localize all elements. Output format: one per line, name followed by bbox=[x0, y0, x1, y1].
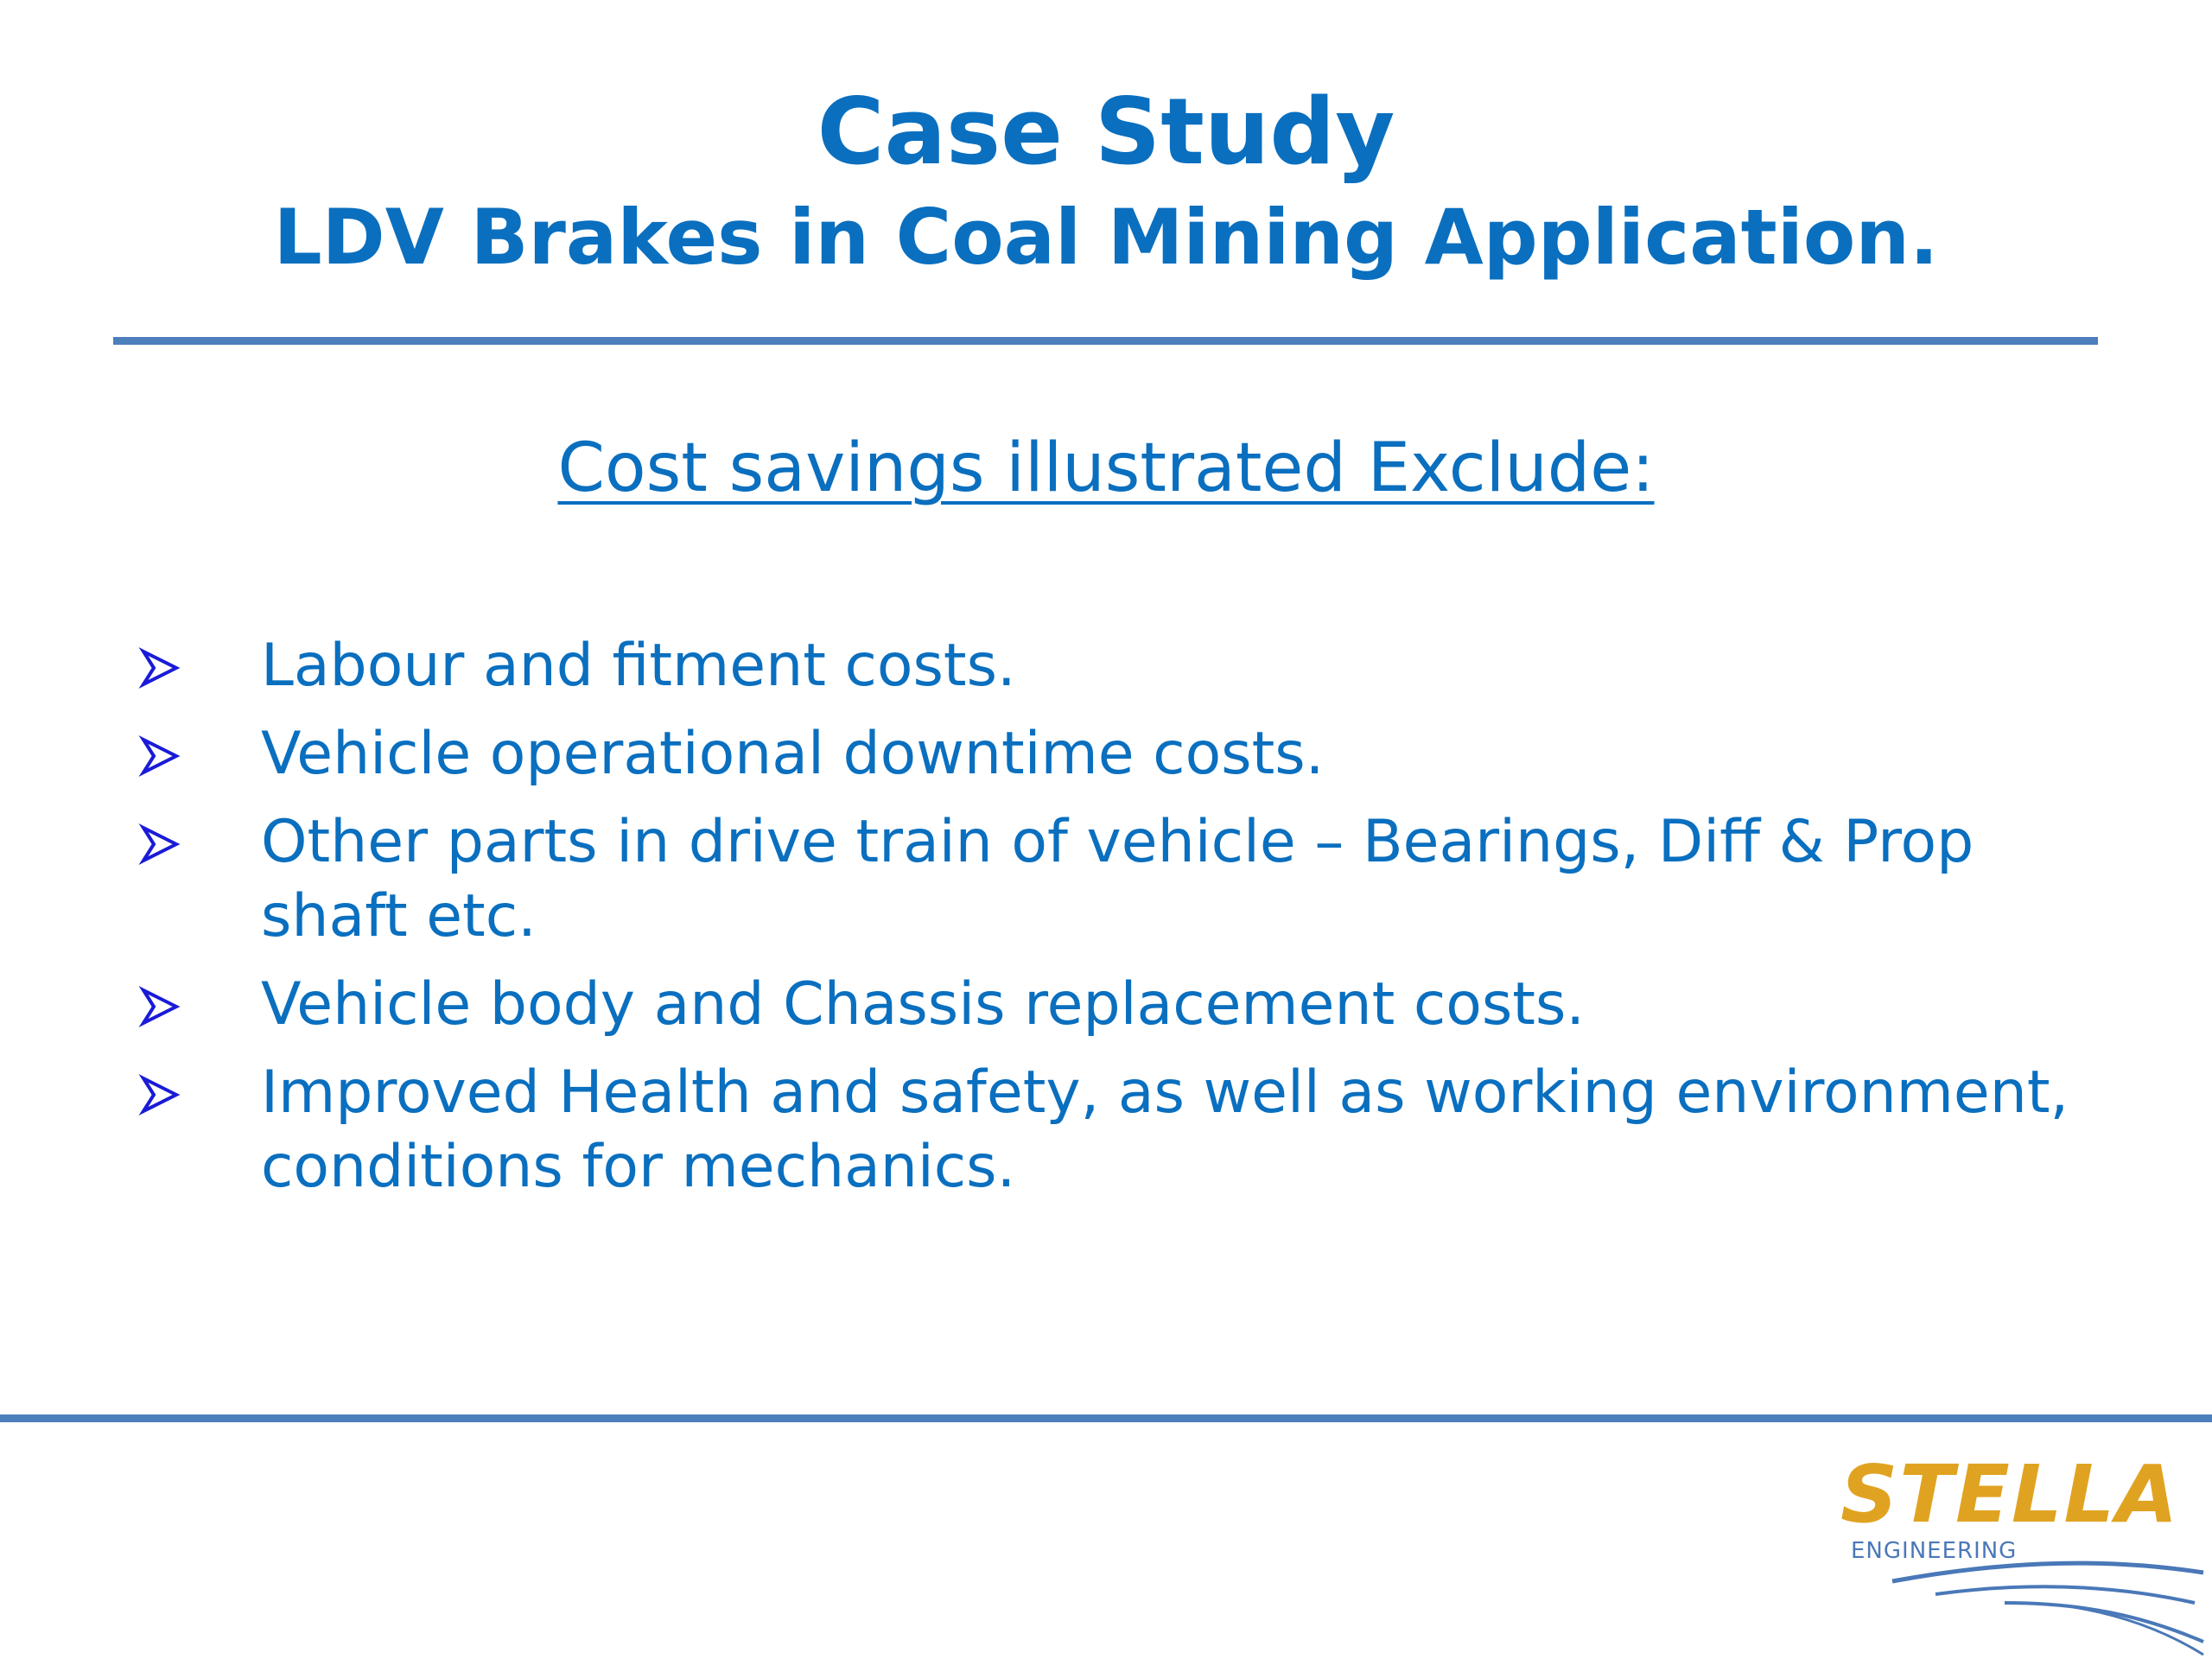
bullet-text: Other parts in drive train of vehicle – Bearings, Diff & Prop shaft etc. bbox=[261, 808, 1974, 950]
top-divider bbox=[113, 337, 2098, 345]
bullet-text: Improved Health and safety, as well as working environment, conditions for mechanics. bbox=[261, 1058, 2069, 1201]
section-heading: Cost savings illustrated Exclude: bbox=[557, 429, 1655, 507]
logo-wordmark: STELLA bbox=[1840, 1448, 2180, 1541]
arrowhead-bullet-icon bbox=[138, 646, 181, 690]
bullet-text: Labour and fitment costs. bbox=[261, 632, 1016, 700]
bullet-text: Vehicle body and Chassis replacement costs. bbox=[261, 970, 1585, 1039]
stella-logo bbox=[1832, 1448, 2212, 1659]
arrowhead-bullet-icon bbox=[138, 1073, 181, 1116]
slide-title: Case Study bbox=[817, 79, 1395, 185]
bullet-item-1 bbox=[138, 629, 2126, 703]
logo-tagline: ENGINEERING bbox=[1851, 1538, 2018, 1564]
bottom-divider bbox=[0, 1414, 2212, 1422]
slide-subtitle: LDV Brakes in Coal Mining Application. bbox=[273, 193, 1939, 282]
arrowhead-bullet-icon bbox=[138, 985, 181, 1028]
bullet-item-2 bbox=[138, 717, 2126, 791]
arrowhead-bullet-icon bbox=[138, 734, 181, 778]
bullet-item-3 bbox=[138, 805, 2126, 954]
bullet-list bbox=[138, 629, 2126, 1218]
arrowhead-bullet-icon bbox=[138, 823, 181, 866]
bullet-item-4 bbox=[138, 968, 2126, 1042]
bullet-item-5 bbox=[138, 1056, 2126, 1205]
bullet-text: Vehicle operational downtime costs. bbox=[261, 720, 1325, 788]
